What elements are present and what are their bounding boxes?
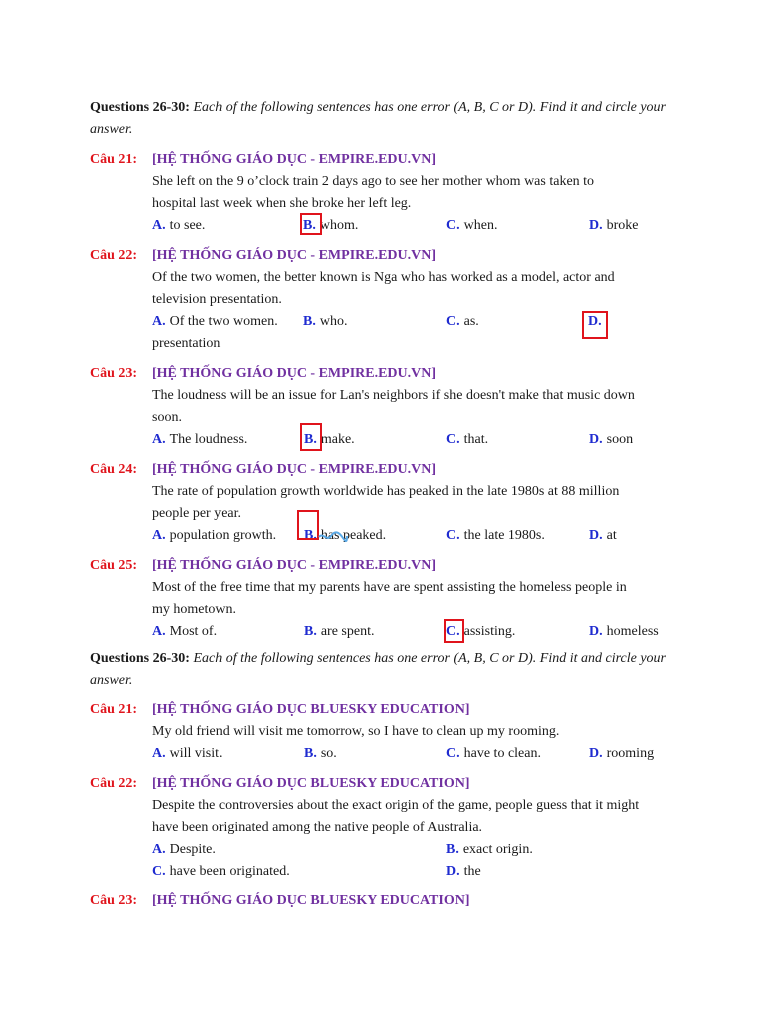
- question-source: [HỆ THỐNG GIÁO DỤC - EMPIRE.EDU.VN]: [152, 558, 437, 573]
- option-text: will visit.: [169, 746, 223, 761]
- option-a[interactable]: [152, 313, 278, 331]
- option-text: make.: [320, 432, 355, 447]
- option-text: broke: [606, 218, 639, 233]
- option-letter: B.: [304, 746, 317, 761]
- section-title: Questions 26-30:: [90, 651, 190, 666]
- option-letter: D.: [588, 314, 602, 329]
- option-letter: A.: [152, 314, 166, 329]
- option-text: exact origin.: [462, 842, 533, 857]
- option-text: have been originated.: [169, 864, 290, 879]
- option-letter: B.: [303, 314, 316, 329]
- option-c[interactable]: [446, 431, 488, 449]
- question-text-cont: my hometown.: [152, 602, 236, 617]
- question-source: [HỆ THỐNG GIÁO DỤC - EMPIRE.EDU.VN]: [152, 152, 437, 167]
- pen-scribble-mark: [317, 530, 349, 544]
- question-text-cont: people per year.: [152, 506, 242, 521]
- option-text: Of the two women.: [169, 314, 278, 329]
- option-text: whom.: [319, 218, 359, 233]
- question-number: Câu 23:: [90, 366, 138, 381]
- option-letter: C.: [446, 218, 460, 233]
- option-d[interactable]: [589, 623, 659, 641]
- option-letter: C.: [152, 864, 166, 879]
- option-text: Despite.: [169, 842, 216, 857]
- option-letter: A.: [152, 842, 166, 857]
- option-text: the: [463, 864, 481, 879]
- question-text: Most of the free time that my parents have are spent assisting the homeless people in: [152, 580, 627, 595]
- option-letter: D.: [589, 624, 603, 639]
- option-a[interactable]: [152, 431, 247, 449]
- question-text: The rate of population growth worldwide has peaked in the late 1980s at 88 million: [152, 484, 620, 499]
- instruction-text-wrap: [90, 672, 132, 690]
- question-text-cont: soon.: [152, 410, 182, 425]
- option-text: population growth.: [169, 528, 277, 543]
- option-letter: C.: [446, 314, 460, 329]
- option-text: homeless: [606, 624, 659, 639]
- option-text: The loudness.: [169, 432, 248, 447]
- option-text: has peaked.: [320, 528, 387, 543]
- answer-circle-mark: [300, 213, 322, 235]
- option-a[interactable]: [152, 745, 223, 763]
- option-b[interactable]: [304, 745, 337, 763]
- option-letter: A.: [152, 432, 166, 447]
- answer-circle-mark: [297, 510, 319, 540]
- option-letter: B.: [303, 218, 316, 233]
- question-text: My old friend will visit me tomorrow, so I have to clean up my rooming.: [152, 724, 560, 739]
- option-letter: B.: [446, 842, 459, 857]
- option-letter: A.: [152, 528, 166, 543]
- option-c[interactable]: [446, 527, 545, 545]
- question-text: Of the two women, the better known is Nga who has worked as a model, actor and: [152, 270, 615, 285]
- option-text: have to clean.: [463, 746, 541, 761]
- question-source: [HỆ THỐNG GIÁO DỤC BLUESKY EDUCATION]: [152, 702, 470, 717]
- question-source: [HỆ THỐNG GIÁO DỤC BLUESKY EDUCATION]: [152, 776, 470, 791]
- option-text: assisting.: [463, 624, 516, 639]
- option-text: the late 1980s.: [463, 528, 545, 543]
- option-text: are spent.: [320, 624, 375, 639]
- question-number: Câu 21:: [90, 152, 138, 167]
- instruction-text-wrap: [90, 121, 132, 139]
- option-letter: D.: [589, 746, 603, 761]
- section-instructions: [90, 650, 666, 668]
- option-b[interactable]: [304, 623, 375, 641]
- section-title: Questions 26-30:: [90, 100, 190, 115]
- option-letter: D.: [589, 218, 603, 233]
- question-text-cont: television presentation.: [152, 292, 282, 307]
- option-letter: A.: [152, 746, 166, 761]
- option-text: at: [606, 528, 617, 543]
- option-letter: D.: [589, 432, 603, 447]
- question-number: Câu 22:: [90, 776, 138, 791]
- instruction-text: Each of the following sentences has one error (A, B, C or D). Find it and circle your: [189, 651, 667, 666]
- option-d-wrap-text: presentation: [152, 336, 221, 351]
- option-d[interactable]: [589, 527, 617, 545]
- option-text: when.: [463, 218, 498, 233]
- question-number: Câu 23:: [90, 893, 138, 908]
- option-letter: C.: [446, 624, 460, 639]
- option-b[interactable]: [303, 313, 347, 331]
- option-text: soon: [606, 432, 634, 447]
- option-letter: B.: [304, 624, 317, 639]
- option-letter: C.: [446, 528, 460, 543]
- instruction-text: Each of the following sentences has one error (A, B, C or D). Find it and circle your: [189, 100, 667, 115]
- option-letter: A.: [152, 218, 166, 233]
- question-text: Despite the controversies about the exact origin of the game, people guess that it might: [152, 798, 640, 813]
- option-text: rooming: [606, 746, 655, 761]
- question-text-cont: hospital last week when she broke her left leg.: [152, 196, 412, 211]
- question-source: [HỆ THỐNG GIÁO DỤC - EMPIRE.EDU.VN]: [152, 248, 437, 263]
- question-source: [HỆ THỐNG GIÁO DỤC - EMPIRE.EDU.VN]: [152, 462, 437, 477]
- option-letter: B.: [304, 528, 317, 543]
- question-text-cont: have been originated among the native people of Australia.: [152, 820, 483, 835]
- option-c[interactable]: [446, 313, 479, 331]
- instruction-text-cont: answer.: [90, 122, 133, 137]
- option-letter: D.: [589, 528, 603, 543]
- question-number: Câu 24:: [90, 462, 138, 477]
- question-text: The loudness will be an issue for Lan's neighbors if she doesn't make that music down: [152, 388, 635, 403]
- option-letter: A.: [152, 624, 166, 639]
- option-a[interactable]: [152, 217, 205, 235]
- question-source: [HỆ THỐNG GIÁO DỤC BLUESKY EDUCATION]: [152, 893, 470, 908]
- option-letter: B.: [304, 432, 317, 447]
- option-text: that.: [463, 432, 489, 447]
- option-text: Most of.: [169, 624, 218, 639]
- option-d[interactable]: [446, 863, 481, 881]
- question-source: [HỆ THỐNG GIÁO DỤC - EMPIRE.EDU.VN]: [152, 366, 437, 381]
- option-letter: D.: [446, 864, 460, 879]
- option-a[interactable]: [152, 527, 276, 545]
- option-a[interactable]: [152, 841, 216, 859]
- question-number: Câu 25:: [90, 558, 138, 573]
- option-text: as.: [463, 314, 479, 329]
- option-text: who.: [319, 314, 348, 329]
- option-letter: C.: [446, 432, 460, 447]
- option-d[interactable]: [589, 745, 654, 763]
- answer-circle-mark: [444, 619, 464, 643]
- option-b[interactable]: [446, 841, 533, 859]
- option-c[interactable]: [152, 863, 290, 881]
- option-d[interactable]: [589, 431, 633, 449]
- option-letter: C.: [446, 746, 460, 761]
- question-text: She left on the 9 o’clock train 2 days ago to see her mother whom was taken to: [152, 174, 595, 189]
- answer-circle-mark: [582, 311, 608, 339]
- question-number: Câu 21:: [90, 702, 138, 717]
- question-number: Câu 22:: [90, 248, 138, 263]
- answer-circle-mark: [300, 423, 322, 451]
- option-d[interactable]: [589, 217, 639, 235]
- instruction-text-cont: answer.: [90, 673, 133, 688]
- option-c[interactable]: [446, 745, 541, 763]
- option-c[interactable]: [446, 217, 497, 235]
- option-text: so.: [320, 746, 337, 761]
- option-text: to see.: [169, 218, 206, 233]
- option-a[interactable]: [152, 623, 217, 641]
- section-instructions: [90, 99, 666, 117]
